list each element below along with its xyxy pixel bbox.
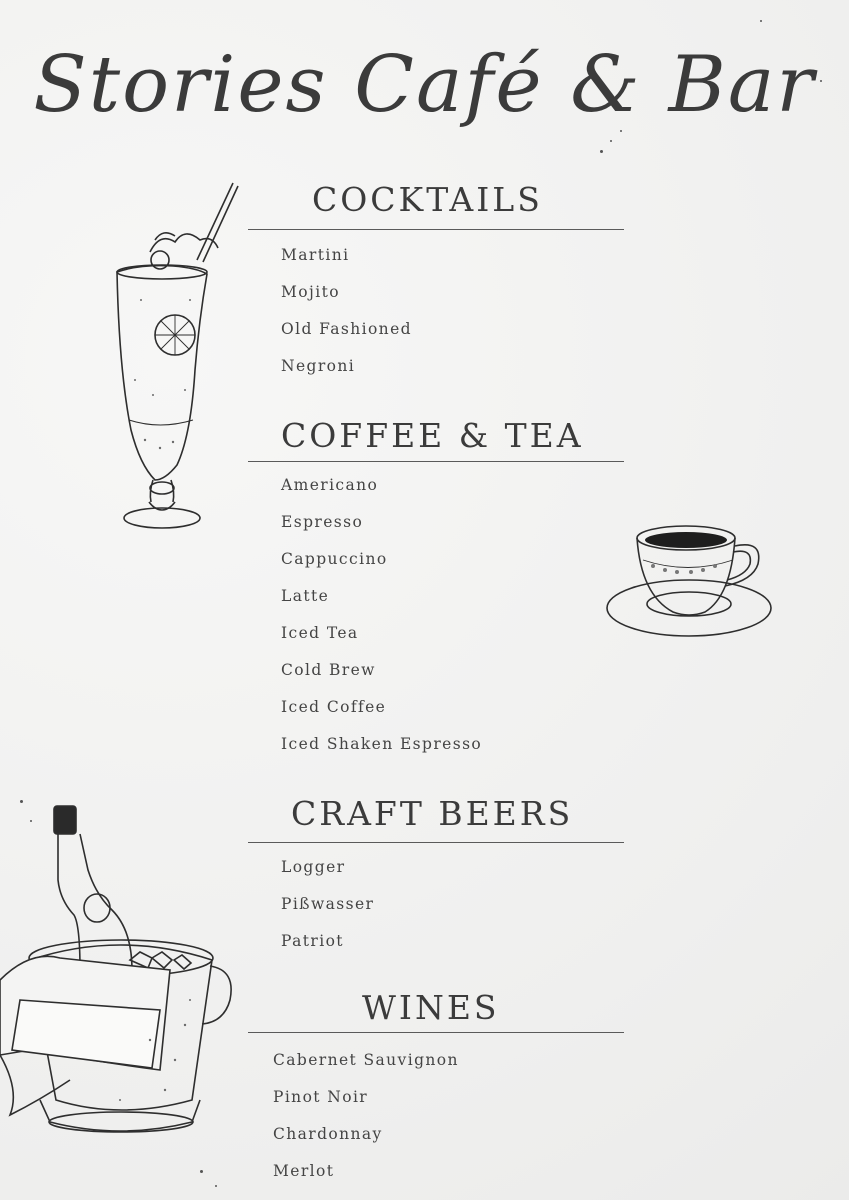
section-divider <box>248 842 624 843</box>
menu-item: Mojito <box>281 283 340 301</box>
menu-item: Latte <box>281 587 330 605</box>
cocktail-glass-icon <box>105 180 245 540</box>
champagne-bucket-icon <box>0 800 240 1145</box>
section-divider <box>248 229 624 230</box>
ink-speck <box>215 1185 217 1187</box>
ink-speck <box>760 20 762 22</box>
menu-item: Negroni <box>281 357 356 375</box>
menu-item: Patriot <box>281 932 344 950</box>
page-title: Stories Café & Bar <box>33 40 816 130</box>
ink-speck <box>610 140 612 142</box>
menu-item: Pinot Noir <box>273 1088 369 1106</box>
menu-item: Cappuccino <box>281 550 388 568</box>
coffee-cup-icon <box>603 520 775 644</box>
section-heading-coffee-tea: COFFEE & TEA <box>281 416 584 455</box>
ink-speck <box>820 80 822 82</box>
section-divider <box>248 1032 624 1033</box>
menu-item: Chardonnay <box>273 1125 383 1143</box>
menu-item: Merlot <box>273 1162 335 1180</box>
menu-item: Old Fashioned <box>281 320 412 338</box>
section-heading-wines: WINES <box>362 988 500 1027</box>
menu-item: Martini <box>281 246 350 264</box>
menu-item: Espresso <box>281 513 364 531</box>
section-divider <box>248 461 624 462</box>
menu-item: Iced Coffee <box>281 698 387 716</box>
section-heading-cocktails: COCKTAILS <box>312 180 543 219</box>
ink-speck <box>620 130 622 132</box>
menu-item: Iced Shaken Espresso <box>281 735 483 753</box>
menu-item: Iced Tea <box>281 624 359 642</box>
ink-speck <box>600 150 603 153</box>
ink-speck <box>200 1170 203 1173</box>
menu-item: Cold Brew <box>281 661 376 679</box>
menu-item: Americano <box>281 476 379 494</box>
menu-item: Pißwasser <box>281 895 375 913</box>
menu-item: Logger <box>281 858 346 876</box>
section-heading-craft-beers: CRAFT BEERS <box>291 794 574 833</box>
menu-item: Cabernet Sauvignon <box>273 1051 459 1069</box>
